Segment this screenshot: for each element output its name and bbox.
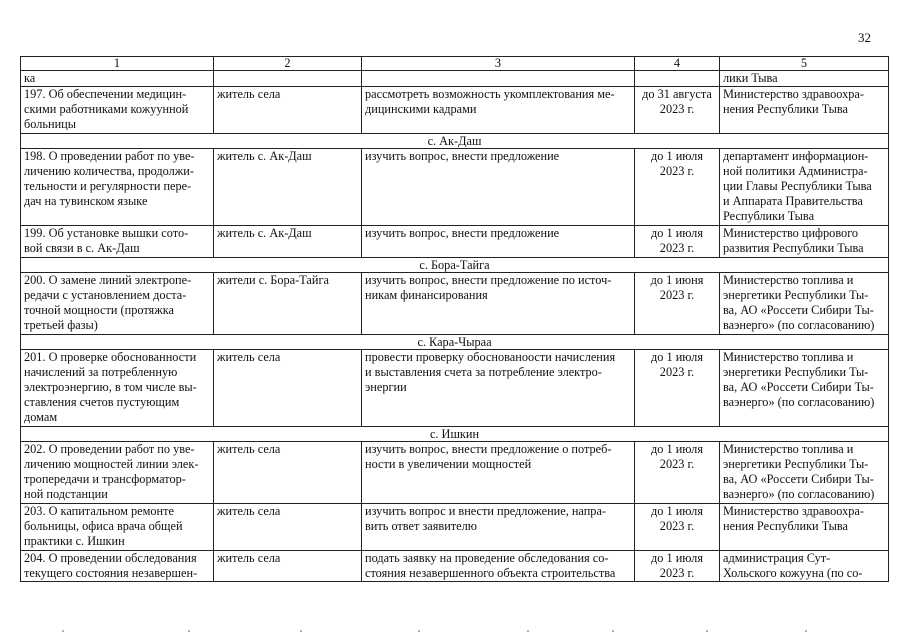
section-title: с. Бора-Тайга [21,258,889,273]
table-cell [214,71,362,87]
table-cell: до 31 августа 2023 г. [635,87,720,134]
column-header: 1 [21,57,214,71]
table-cell: департамент информацион- ной политики Администра- ции Главы Республики Тыва и Аппарата Правительства Республики Тыва [720,149,889,226]
table-cell: житель села [214,504,362,551]
table-cell: изучить вопрос, внести предложение [362,226,635,258]
section-title: с. Ишкин [21,427,889,442]
table-cell [635,71,720,87]
table-cell: изучить вопрос, внести предложение по источ- никам финансирования [362,273,635,335]
table-row [21,350,889,427]
table-cell: Министерство топлива и энергетики Республики Ты- ва, АО «Россети Сибири Ты- ваэнерго» (по согласованию) [720,273,889,335]
table-cell: провести проверку обоснованоости начисления и выставления счета за потребление электро- энергии [362,350,635,427]
scan-artifacts [0,630,905,636]
table-cell: 199. Об установке вышки сото- вой связи в с. Ак-Даш [21,226,214,258]
page-number: 32 [858,30,871,45]
table-row [21,87,889,134]
continuation-row [21,71,889,87]
table-row [21,226,889,258]
table-cell: до 1 июля 2023 г. [635,442,720,504]
table-cell: до 1 июля 2023 г. [635,350,720,427]
section-title: с. Кара-Чыраа [21,335,889,350]
table-cell: 198. О проведении работ по уве- личению количества, продолжи- тельности и регулярности пере- дач на тувинском языке [21,149,214,226]
table-cell: до 1 июня 2023 г. [635,273,720,335]
section-row [21,258,889,273]
table-cell: 201. О проверке обоснованности начислений за потребленную электроэнергию, в том числе вы- ставления счетов пустующим домам [21,350,214,427]
column-header: 4 [635,57,720,71]
table-row [21,149,889,226]
table-cell: Министерство здравоохра- нения Республики Тыва [720,504,889,551]
header-row [21,57,889,71]
table-cell: житель села [214,442,362,504]
table-cell: 200. О замене линий электропе- редачи с установлением доста- точной мощности (протяжка третьей фазы) [21,273,214,335]
table-cell: 204. О проведении обследования текущего состояния незавершен- [21,551,214,582]
section-title: с. Ак-Даш [21,134,889,149]
table-cell: житель с. Ак-Даш [214,226,362,258]
column-header: 2 [214,57,362,71]
table-cell: 202. О проведении работ по уве- личению мощностей линии элек- тропередачи и трансформатор- ной подстанции [21,442,214,504]
table-cell: 203. О капитальном ремонте больницы, офиса врача общей практики с. Ишкин [21,504,214,551]
table-row [21,273,889,335]
section-row [21,427,889,442]
table-cell: рассмотреть возможность укомплектования ме- дицинскими кадрами [362,87,635,134]
table-cell: ка [21,71,214,87]
table-cell: администрация Сут- Хольского кожууна (по со- [720,551,889,582]
table-cell: Министерство топлива и энергетики Республики Ты- ва, АО «Россети Сибири Ты- ваэнерго» (по согласованию) [720,442,889,504]
table-cell: до 1 июля 2023 г. [635,149,720,226]
section-row [21,134,889,149]
table-cell: Министерство здравоохра- нения Республики Тыва [720,87,889,134]
table-cell: до 1 июля 2023 г. [635,226,720,258]
table-cell: Министерство цифрового развития Республики Тыва [720,226,889,258]
column-header: 5 [720,57,889,71]
document-table [20,56,889,582]
table-row [21,442,889,504]
table-cell: житель села [214,87,362,134]
table-row [21,551,889,582]
table-cell: житель с. Ак-Даш [214,149,362,226]
table-cell: изучить вопрос, внести предложение о потреб- ности в увеличении мощностей [362,442,635,504]
table-cell: подать заявку на проведение обследования со- стояния незавершенного объекта строительства [362,551,635,582]
column-header: 3 [362,57,635,71]
table-cell [362,71,635,87]
table-cell: жители с. Бора-Тайга [214,273,362,335]
table-cell: Министерство топлива и энергетики Республики Ты- ва, АО «Россети Сибири Ты- ваэнерго» (по согласованию) [720,350,889,427]
table-cell: до 1 июля 2023 г. [635,504,720,551]
table-cell: лики Тыва [720,71,889,87]
table-cell: 197. Об обеспечении медицин- скими работниками кожуунной больницы [21,87,214,134]
table-cell: житель села [214,350,362,427]
table-cell: изучить вопрос, внести предложение [362,149,635,226]
section-row [21,335,889,350]
table-cell: изучить вопрос и внести предложение, напра- вить ответ заявителю [362,504,635,551]
table-cell: житель села [214,551,362,582]
table-row [21,504,889,551]
table-cell: до 1 июля 2023 г. [635,551,720,582]
